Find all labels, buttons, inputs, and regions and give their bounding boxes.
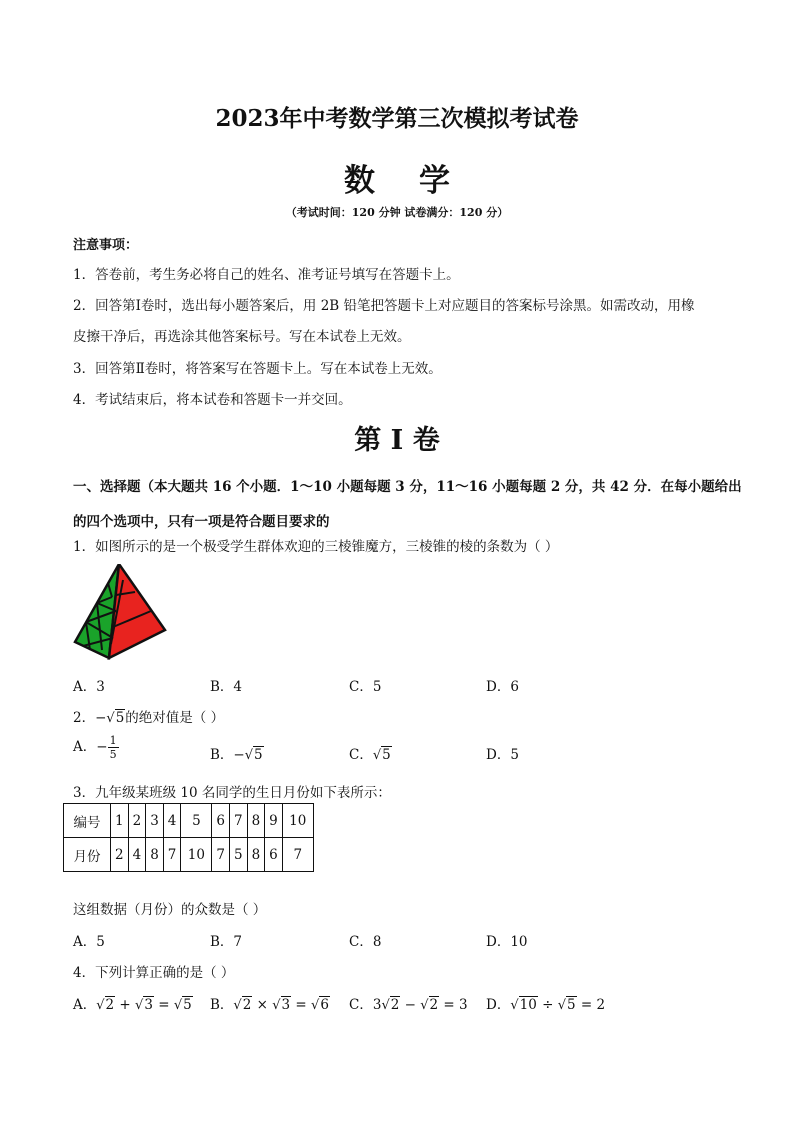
q2-option-b: B．−√5	[210, 747, 263, 763]
sqrt-expression: √5	[106, 710, 125, 726]
q1-stem: 1．如图所示的是一个极受学生群体欢迎的三棱锥魔方，三棱锥的棱的条数为（ ）	[73, 539, 559, 555]
table-cell: 7	[282, 838, 313, 872]
notes-heading: 注意事项：	[73, 238, 139, 253]
q1-option: C．5	[349, 679, 382, 695]
exam-title: 2023年中考数学第三次模拟考试卷	[215, 105, 579, 132]
exam-meta: （考试时间：120 分钟 试卷满分：120 分）	[285, 206, 509, 219]
table-cell: 6	[212, 804, 230, 838]
table-cell: 4	[163, 804, 181, 838]
table-cell: 6	[265, 838, 283, 872]
section-heading-cont: 的四个选项中，只有一项是符合题目要求的	[73, 514, 330, 530]
section-heading: 一、选择题（本大题共 16 个小题．1～10 小题每题 3 分，11～16 小题每题 2 分，共 42 分．在每小题给出	[73, 479, 742, 495]
table-cell: 7	[229, 804, 247, 838]
fraction: $\frac{1}{5}$	[109, 734, 117, 761]
sqrt-expression: √5	[244, 747, 263, 763]
table-cell: 10	[181, 838, 212, 872]
q1-option: B．4	[210, 679, 243, 695]
q1-option: A．3	[73, 679, 105, 695]
q4-option-a: A．√2 + √3 = √5	[73, 997, 192, 1013]
note-line: 2．回答第Ⅰ卷时，选出每小题答案后，用 2B 铅笔把答题卡上对应题目的答案标号涂黑。如需改动，用橡	[73, 298, 695, 314]
table-cell: 9	[265, 804, 283, 838]
table-cell: 3	[146, 804, 164, 838]
subject-title	[0, 155, 794, 200]
q3-option: D．10	[486, 934, 528, 950]
q3-option: A．5	[73, 934, 105, 950]
table-cell: 5	[181, 804, 212, 838]
note-line: 1．答卷前，考生务必将自己的姓名、准考证号填写在答题卡上。	[73, 267, 460, 283]
subject-char: 数	[344, 163, 375, 199]
q3-option: C．8	[349, 934, 382, 950]
q2-option-c: C．√5	[349, 747, 391, 763]
q1-option: D．6	[486, 679, 519, 695]
sqrt-expression: √5	[372, 747, 391, 763]
note-line: 4．考试结束后，将本试卷和答题卡一并交回。	[73, 392, 352, 408]
q4-option-b: B．√2 × √3 = √6	[210, 997, 329, 1013]
table-cell: 8	[247, 804, 265, 838]
q4-stem: 4．下列计算正确的是（ ）	[73, 965, 235, 981]
table-cell: 7	[163, 838, 181, 872]
q2-option-d: D．5	[486, 747, 519, 763]
q3-stem: 3．九年级某班级 10 名同学的生日月份如下表所示：	[73, 785, 391, 801]
volume-title: 第 I 卷	[354, 425, 440, 456]
table-cell: 8	[247, 838, 265, 872]
q3-question: 这组数据（月份）的众数是（ ）	[73, 902, 267, 918]
q4-option-d: D．√10 ÷ √5 = 2	[486, 997, 606, 1013]
table-cell: 10	[282, 804, 313, 838]
table-cell: 8	[146, 838, 164, 872]
table-cell: 5	[229, 838, 247, 872]
birthday-table	[63, 803, 314, 872]
table-row	[64, 804, 314, 838]
table-row	[64, 838, 314, 872]
table-cell: 2	[128, 804, 146, 838]
q2-stem: 2．−√5的绝对值是（ ）	[73, 710, 225, 726]
q2-option-a: A．− $\frac{1}{5}$	[73, 734, 117, 761]
table-cell: 7	[212, 838, 230, 872]
note-line: 皮擦干净后，再选涂其他答案标号。写在本试卷上无效。	[73, 329, 411, 345]
subject-char: 学	[419, 163, 450, 199]
note-line: 3．回答第Ⅱ卷时，将答案写在答题卡上。写在本试卷上无效。	[73, 361, 442, 377]
table-cell: 2	[111, 838, 129, 872]
table-cell: 1	[111, 804, 129, 838]
table-row-label: 编号	[64, 804, 111, 838]
pyramid-cube-image	[71, 564, 167, 660]
q4-option-c: C．3√2 − √2 = 3	[349, 997, 468, 1013]
q3-option: B．7	[210, 934, 243, 950]
table-cell: 4	[128, 838, 146, 872]
table-row-label: 月份	[64, 838, 111, 872]
